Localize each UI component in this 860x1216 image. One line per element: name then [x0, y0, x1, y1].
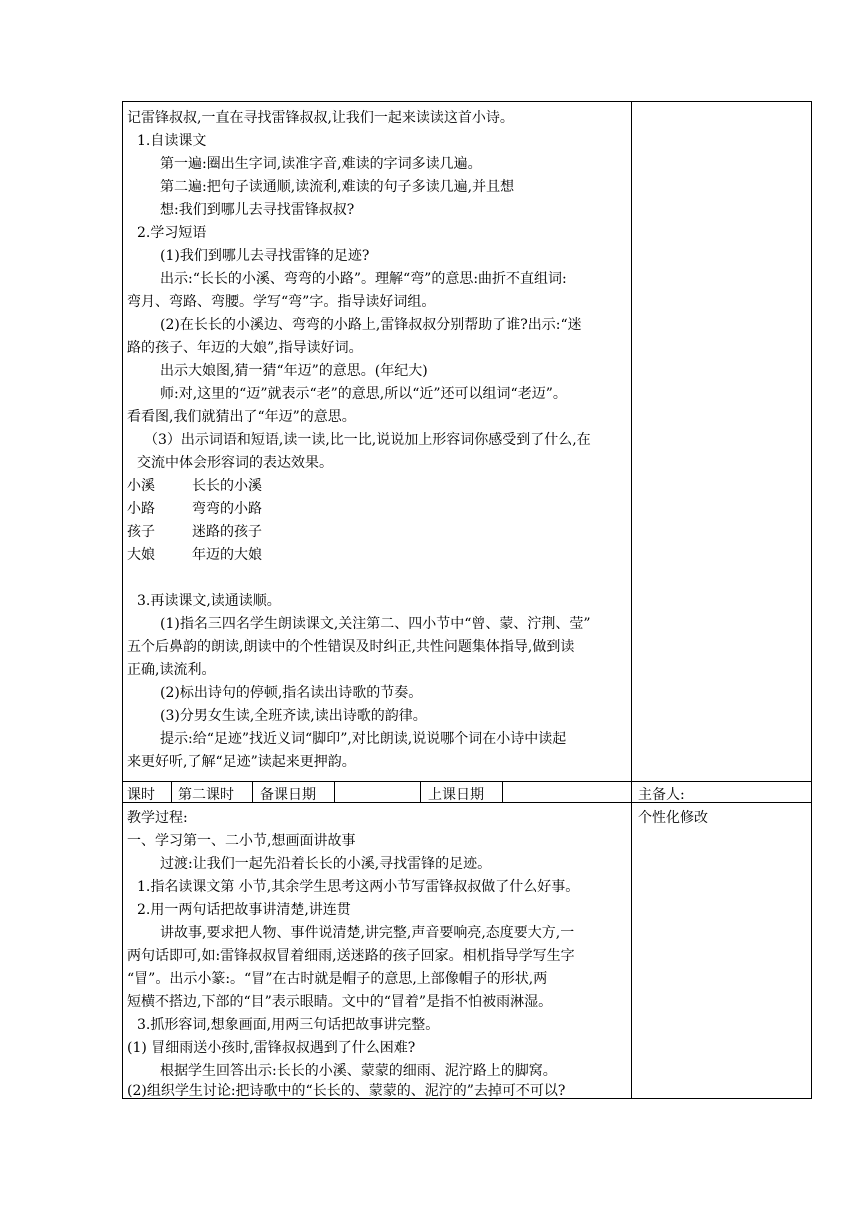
- text-line: 1.指名读课文第 小节,其余学生思考这两小节写雷锋叔叔做了什么好事。: [137, 879, 580, 895]
- text-line: (2)在长长的小溪边、弯弯的小路上,雷锋叔叔分别帮助了谁?出示:“迷: [160, 317, 582, 333]
- text-line: 第二遍:把句子读通顺,读流利,难读的句子多读几遍,并且想: [160, 179, 515, 195]
- text-line: 来更好听,了解“足迹”读起来更押韵。: [127, 754, 356, 770]
- word-pair-base: 大娘: [127, 547, 155, 563]
- section-heading: 一、学习第一、二小节,想画面讲故事: [127, 833, 356, 849]
- text-line: 第一遍:圈出生字词,读准字音,难读的字词多读几遍。: [160, 156, 482, 172]
- text-line: 五个后鼻韵的朗读,朗读中的个性错误及时纠正,共性问题集体指导,做到读: [127, 639, 575, 655]
- section-heading: 2.学习短语: [137, 225, 207, 241]
- zhu-bei-label: 主备人:: [638, 787, 685, 803]
- text-line: 师:对,这里的“迈”就表示“老”的意思,所以“近”还可以组词“老迈”。: [160, 386, 567, 402]
- text-line: （3）出示词语和短语,读一读,比一比,说说加上形容词你感受到了什么,在: [144, 432, 591, 448]
- ke-shi-value: 第二课时: [178, 787, 234, 803]
- text-line: 3.抓形容词,想象画面,用两三句话把故事讲完整。: [137, 1017, 440, 1033]
- text-line: “冒”。出示小篆:。“冒”在古时就是帽子的意思,上部像帽子的形状,两: [127, 971, 548, 987]
- column-divider: [631, 101, 632, 1099]
- section-heading: 1.自读课文: [137, 133, 207, 149]
- text-line: (1) 冒细雨送小孩时,雷锋叔叔遇到了什么困难?: [127, 1040, 416, 1056]
- header-divider-5: [502, 781, 503, 802]
- text-line: 交流中体会形容词的表达效果。: [137, 455, 333, 471]
- text-line: 提示:给“足迹”找近义词“脚印”,对比朗读,说说哪个词在小诗中读起: [160, 731, 567, 747]
- section-heading: 3.再读课文,读通读顺。: [137, 593, 281, 609]
- text-line: 正确,读流利。: [127, 662, 216, 678]
- text-line: (1)我们到哪儿去寻找雷锋的足迹?: [160, 248, 370, 264]
- text-line: (1)指名三四名学生朗读课文,关注第二、四小节中“曾、蒙、泞荆、莹”: [160, 616, 591, 632]
- text-line: (3)分男女生读,全班齐读,读出诗歌的韵律。: [160, 708, 427, 724]
- text-line: 看看图,我们就猜出了“年迈”的意思。: [127, 409, 356, 425]
- text-line: 弯月、弯路、弯腰。学写“弯”字。指导读好词组。: [127, 294, 436, 310]
- word-pair-base: 小溪: [127, 478, 155, 494]
- text-line: 过渡:让我们一起先沿着长长的小溪,寻找雷锋的足迹。: [160, 856, 492, 872]
- text-line: 教学过程:: [127, 810, 188, 826]
- header-divider-3: [334, 781, 335, 802]
- text-line: 路的孩子、年迈的大娘”,指导读好词。: [127, 340, 363, 356]
- text-line: (2)标出诗句的停顿,指名读出诗歌的节奏。: [160, 685, 423, 701]
- word-pair-phrase: 弯弯的小路: [192, 501, 262, 517]
- word-pair-base: 孩子: [127, 524, 155, 540]
- text-line: 2.用一两句话把故事讲清楚,讲连贯: [137, 902, 351, 918]
- header-divider-1: [171, 781, 172, 802]
- text-line: 短横不搭边,下部的“目”表示眼睛。文中的“冒着”是指不怕被雨淋湿。: [127, 994, 553, 1010]
- text-line: (2)组织学生讨论:把诗歌中的“长长的、蒙蒙的、泥泞的”去掉可不可以?: [127, 1083, 566, 1099]
- ke-shi-label: 课时: [127, 787, 155, 803]
- shang-ke-label: 上课日期: [428, 787, 484, 803]
- text-line: 出示:“长长的小溪、弯弯的小路”。理解“弯”的意思:曲折不直组词:: [160, 271, 567, 287]
- text-line: 想:我们到哪儿去寻找雷锋叔叔?: [160, 202, 355, 218]
- bei-ke-label: 备课日期: [260, 787, 316, 803]
- text-line: 两句话即可,如:雷锋叔叔冒着细雨,送迷路的孩子回家。相机指导学写生字: [127, 948, 575, 964]
- word-pair-base: 小路: [127, 501, 155, 517]
- word-pair-phrase: 年迈的大娘: [192, 547, 262, 563]
- word-pair-phrase: 长长的小溪: [192, 478, 262, 494]
- text-line: 根据学生回答出示:长长的小溪、蒙蒙的细雨、泥泞路上的脚窝。: [160, 1063, 557, 1079]
- row-divider-top: [122, 781, 812, 782]
- text-line: 出示大娘图,猜一猜“年迈”的意思。(年纪大): [160, 363, 428, 379]
- header-divider-4: [420, 781, 421, 802]
- text-line: 讲故事,要求把人物、事件说清楚,讲完整,声音要响亮,态度要大方,一: [160, 925, 575, 941]
- word-pair-phrase: 迷路的孩子: [192, 524, 262, 540]
- text-line: 记雷锋叔叔,一直在寻找雷锋叔叔,让我们一起来读读这首小诗。: [127, 110, 514, 126]
- header-divider-2: [252, 781, 253, 802]
- personalize-label: 个性化修改: [638, 810, 708, 826]
